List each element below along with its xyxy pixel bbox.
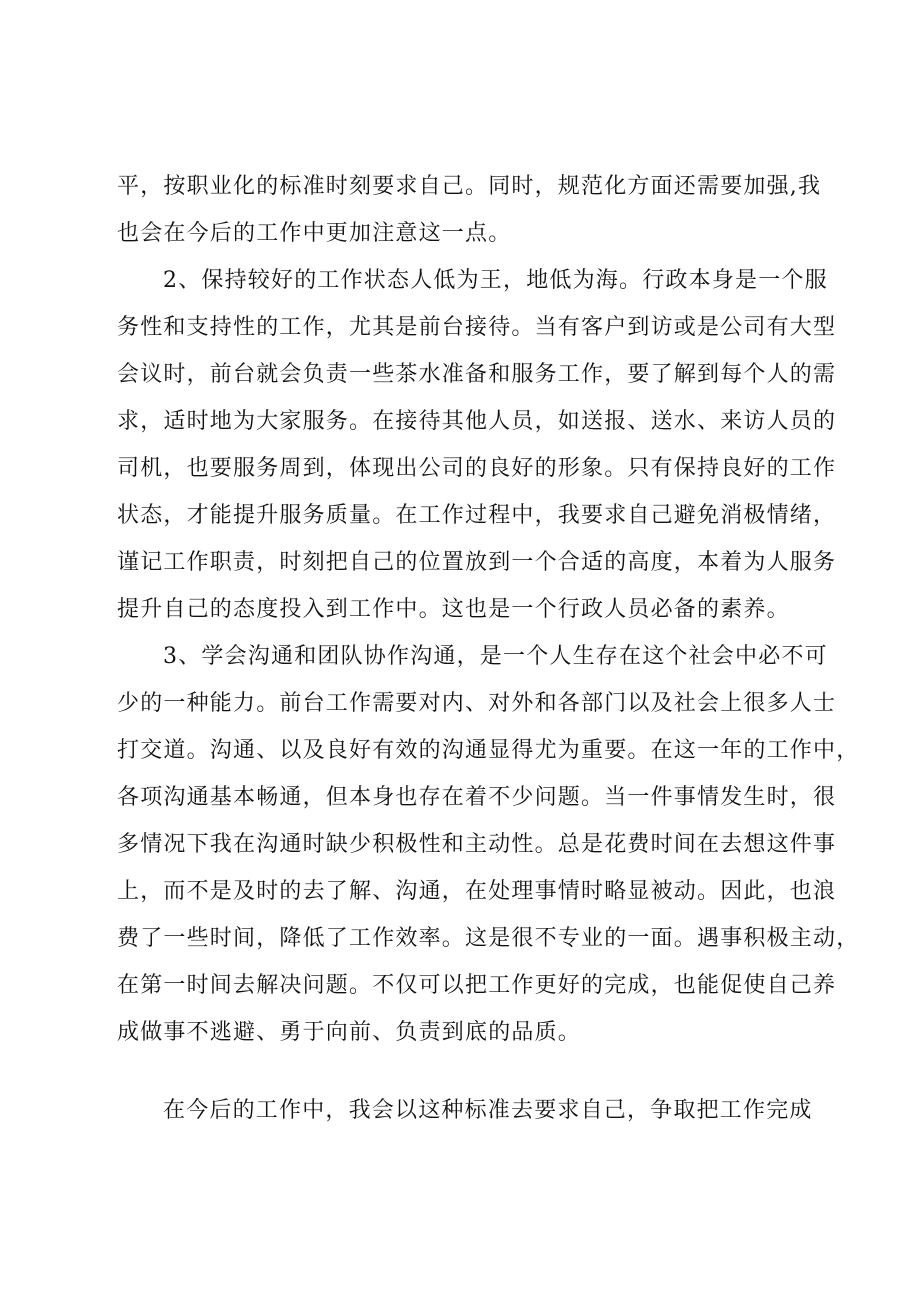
paragraph-4-start: 在今后的工作中，我会以这种标准去要求自己，争取把工作完成 xyxy=(163,1098,813,1123)
text-line: 司机，也要服务周到，体现出公司的良好的形象。只有保持良好的工作 xyxy=(117,456,837,481)
text-line: 谨记工作职责，时刻把自己的位置放到一个合适的高度，本着为人服务 xyxy=(117,550,837,575)
text-line: 在第一时间去解决问题。不仅可以把工作更好的完成，也能促使自己养 xyxy=(117,973,837,998)
text-line: 多情况下我在沟通时缺少积极性和主动性。总是花费时间在去想这件事 xyxy=(117,832,837,857)
text-line: 平，按职业化的标准时刻要求自己。同时，规范化方面还需要加强,我 xyxy=(117,174,822,199)
text-line: 少的一种能力。前台工作需要对内、对外和各部门以及社会上很多人士 xyxy=(117,691,837,716)
text-line: 打交道。沟通、以及良好有效的沟通显得尤为重要。在这一年的工作中， xyxy=(117,738,860,763)
text-line: 费了一些时间，降低了工作效率。这是很不专业的一面。遇事积极主动， xyxy=(117,926,860,951)
text-line: 务性和支持性的工作，尤其是前台接待。当有客户到访或是公司有大型 xyxy=(117,315,837,340)
text-line: 上，而不是及时的去了解、沟通，在处理事情时略显被动。因此，也浪 xyxy=(117,879,837,904)
text-line: 提升自己的态度投入到工作中。这也是一个行政人员必备的素养。 xyxy=(117,597,790,622)
text-line: 也会在今后的工作中更加注意这一点。 xyxy=(117,221,512,246)
text-line: 会议时，前台就会负责一些茶水准备和服务工作，要了解到每个人的需 xyxy=(117,362,837,387)
text-line: 各项沟通基本畅通，但本身也存在着不少问题。当一件事情发生时，很 xyxy=(117,785,837,810)
paragraph-3-start: 3、学会沟通和团队协作沟通，是一个人生存在这个社会中必不可 xyxy=(163,644,828,669)
text-line: 状态，才能提升服务质量。在工作过程中，我要求自己避免消极情绪， xyxy=(117,503,837,528)
paragraph-2-start: 2、保持较好的工作状态人低为王，地低为海。行政本身是一个服 xyxy=(163,268,828,293)
text-line: 成做事不逃避、勇于向前、负责到底的品质。 xyxy=(117,1020,582,1045)
text-line: 求，适时地为大家服务。在接待其他人员，如送报、送水、来访人员的 xyxy=(117,409,837,434)
